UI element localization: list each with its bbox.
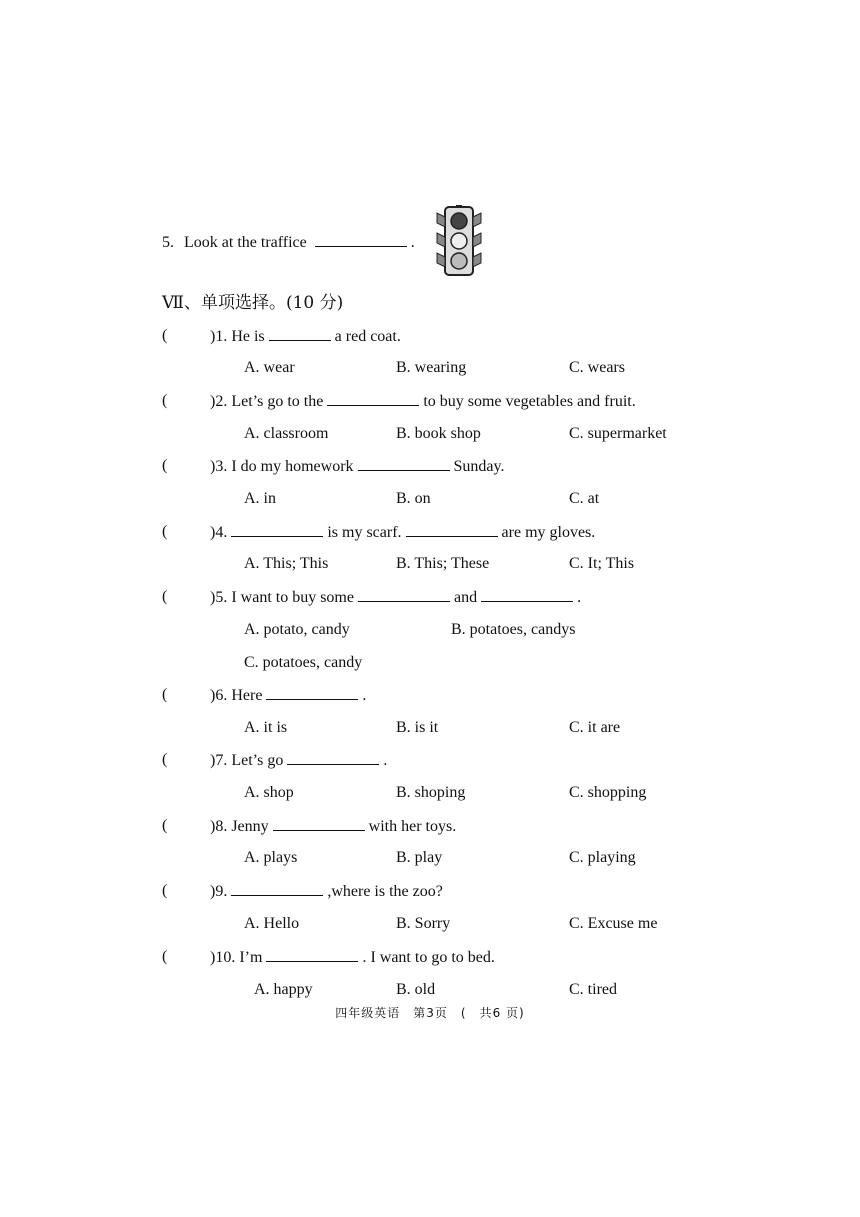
option-b[interactable]: B. wearing [396,359,467,376]
option-a[interactable]: A. it is [244,719,288,736]
option-c[interactable]: C. wears [569,359,625,376]
option-b[interactable]: B. Sorry [396,915,451,932]
option-a[interactable]: A. happy [254,981,313,998]
item-5-end: . [410,234,415,251]
option-b[interactable]: B. old [396,981,436,998]
answer-paren[interactable]: ( [162,523,168,540]
answer-paren[interactable]: ( [162,882,168,899]
option-b[interactable]: B. potatoes, candys [451,621,576,638]
option-b[interactable]: B. on [396,490,431,507]
question-5: )5. I want to buy some and . [210,589,582,606]
option-c[interactable]: C. Excuse me [569,915,658,932]
question-2: )2. Let’s go to the to buy some vegetables and fruit. [210,393,636,410]
option-b[interactable]: B. book shop [396,425,481,442]
option-c[interactable]: C. it are [569,719,621,736]
page-footer: 四年级英语 第3页 ( 共6 页) [335,1006,525,1020]
answer-paren[interactable]: ( [162,457,168,474]
answer-paren[interactable]: ( [162,751,168,768]
option-c[interactable]: C. potatoes, candy [244,654,363,671]
option-b[interactable]: B. is it [396,719,439,736]
option-a[interactable]: A. Hello [244,915,300,932]
option-b[interactable]: B. play [396,849,443,866]
item-5-blank[interactable] [315,232,407,247]
question-7: )7. Let’s go . [210,752,388,769]
option-c[interactable]: C. shopping [569,784,647,801]
question-1: )1. He is a red coat. [210,328,401,345]
option-a[interactable]: A. This; This [244,555,329,572]
answer-paren[interactable]: ( [162,588,168,605]
option-a[interactable]: A. classroom [244,425,329,442]
option-a[interactable]: A. wear [244,359,295,376]
option-c[interactable]: C. It; This [569,555,635,572]
option-b[interactable]: B. shoping [396,784,466,801]
question-6: )6. Here . [210,687,367,704]
item-5 [162,232,415,253]
option-c[interactable]: C. supermarket [569,425,667,442]
question-9: )9. ,where is the zoo? [210,883,443,900]
option-a[interactable]: A. potato, candy [244,621,350,638]
option-a[interactable]: A. in [244,490,276,507]
option-c[interactable]: C. tired [569,981,617,998]
answer-paren[interactable]: ( [162,392,168,409]
option-a[interactable]: A. shop [244,784,294,801]
option-c[interactable]: C. at [569,490,600,507]
question-3: )3. I do my homework Sunday. [210,458,505,475]
item-5-text: Look at the traffice [184,234,307,251]
option-a[interactable]: A. plays [244,849,298,866]
question-4: )4. is my scarf. are my gloves. [210,524,596,541]
answer-paren[interactable]: ( [162,327,168,344]
answer-paren[interactable]: ( [162,817,168,834]
answer-paren[interactable]: ( [162,686,168,703]
section-title: Ⅶ、单项选择。(10 分) [162,293,344,313]
item-5-number: 5. [162,234,174,251]
traffic-light-icon [436,205,482,277]
question-8: )8. Jenny with her toys. [210,818,457,835]
option-c[interactable]: C. playing [569,849,636,866]
answer-paren[interactable]: ( [162,948,168,965]
question-10: )10. I’m . I want to go to bed. [210,949,495,966]
option-b[interactable]: B. This; These [396,555,490,572]
